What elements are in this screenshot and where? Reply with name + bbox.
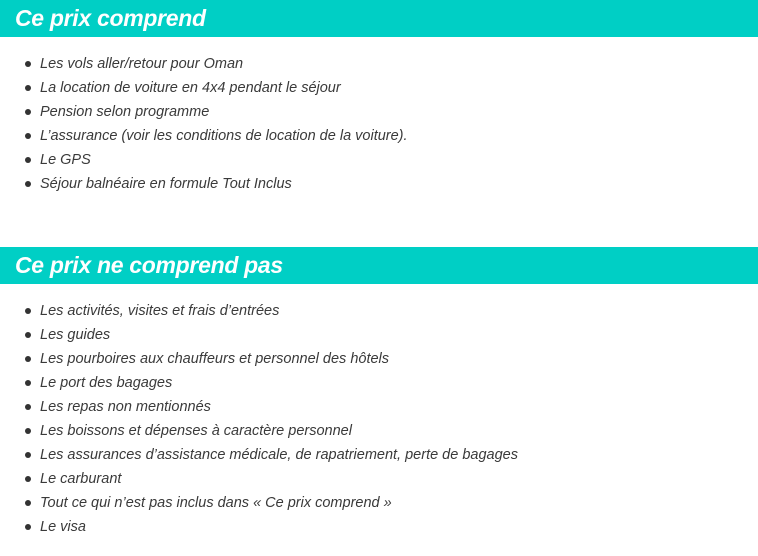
list-item <box>0 515 758 539</box>
list-item <box>0 395 758 419</box>
bullet-icon <box>25 308 31 314</box>
list-item <box>0 299 758 323</box>
list-item-text: Les boissons et dépenses à caractère personnel <box>40 423 352 439</box>
included-list <box>0 37 758 196</box>
list-item-text: Pension selon programme <box>40 104 210 120</box>
list-item-text: Tout ce qui n’est pas inclus dans « Ce prix comprend » <box>40 495 392 511</box>
list-item <box>0 323 758 347</box>
list-item-text: Le visa <box>40 519 86 535</box>
list-item <box>0 172 758 196</box>
list-item <box>0 347 758 371</box>
included-header <box>0 0 758 37</box>
bullet-icon <box>25 428 31 434</box>
list-item <box>0 467 758 491</box>
list-item <box>0 100 758 124</box>
list-item <box>0 148 758 172</box>
list-item <box>0 52 758 76</box>
bullet-icon <box>25 380 31 386</box>
list-item-text: Les vols aller/retour pour Oman <box>40 56 244 72</box>
list-item <box>0 124 758 148</box>
included-section <box>0 0 758 196</box>
list-item <box>0 491 758 515</box>
list-item-text: Le GPS <box>40 152 91 168</box>
excluded-list <box>0 284 758 539</box>
bullet-icon <box>25 476 31 482</box>
list-item-text: Le port des bagages <box>40 375 173 391</box>
list-item-text: Les pourboires aux chauffeurs et personnel des hôtels <box>40 351 390 367</box>
list-item-text: Les repas non mentionnés <box>40 399 211 415</box>
bullet-icon <box>25 61 31 67</box>
bullet-icon <box>25 452 31 458</box>
bullet-icon <box>25 356 31 362</box>
list-item-text: Les assurances d’assistance médicale, de rapatriement, perte de bagages <box>40 447 518 463</box>
bullet-icon <box>25 500 31 506</box>
bullet-icon <box>25 181 31 187</box>
bullet-icon <box>25 85 31 91</box>
included-title: Ce prix comprend <box>15 5 206 31</box>
list-item-text: Les guides <box>40 327 111 343</box>
list-item-text: L’assurance (voir les conditions de location de la voiture). <box>40 128 408 144</box>
list-item <box>0 76 758 100</box>
bullet-icon <box>25 404 31 410</box>
excluded-header <box>0 247 758 284</box>
bullet-icon <box>25 109 31 115</box>
excluded-title: Ce prix ne comprend pas <box>15 252 283 278</box>
list-item-text: Les activités, visites et frais d’entrées <box>40 303 280 319</box>
bullet-icon <box>25 157 31 163</box>
bullet-icon <box>25 524 31 530</box>
list-item-text: Séjour balnéaire en formule Tout Inclus <box>40 176 292 192</box>
bullet-icon <box>25 332 31 338</box>
list-item-text: La location de voiture en 4x4 pendant le séjour <box>40 80 341 96</box>
bullet-icon <box>25 133 31 139</box>
list-item-text: Le carburant <box>40 471 122 487</box>
excluded-section <box>0 247 758 539</box>
list-item <box>0 371 758 395</box>
list-item <box>0 443 758 467</box>
list-item <box>0 419 758 443</box>
